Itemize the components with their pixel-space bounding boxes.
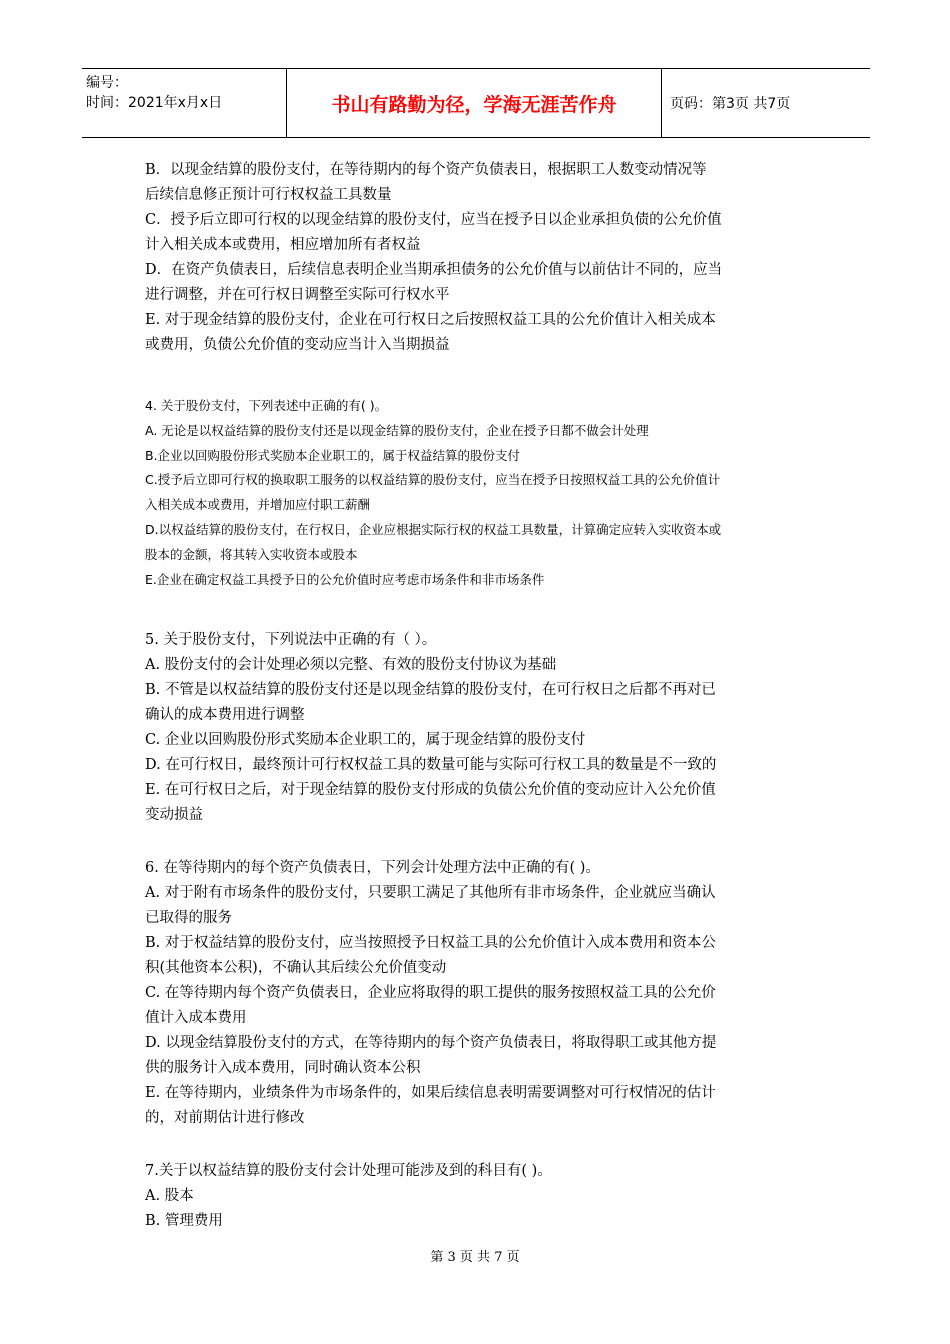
text-line: 变动损益	[145, 807, 203, 824]
text-line: B. 管理费用	[145, 1213, 223, 1230]
question-stem: 5. 关于股份支付，下列说法中正确的有（ ）。	[145, 632, 437, 649]
question-stem: 7.关于以权益结算的股份支付会计处理可能涉及到的科目有( )。	[145, 1163, 552, 1180]
text-line: 的，对前期估计进行修改	[145, 1110, 305, 1127]
document-time-label: 时间：2021年x月x日	[86, 95, 223, 111]
text-line: 计入相关成本或费用，相应增加所有者权益	[145, 237, 421, 253]
text-line: 后续信息修正预计可行权权益工具数量	[145, 187, 392, 203]
text-line: 供的服务计入成本费用，同时确认资本公积	[145, 1060, 421, 1077]
text-line: B. 不管是以权益结算的股份支付还是以现金结算的股份支付，在可行权日之后都不再对已	[145, 682, 716, 699]
text-line: 入相关成本或费用，并增加应付职工薪酬	[145, 497, 371, 513]
text-line: 或费用，负债公允价值的变动应当计入当期损益	[145, 337, 450, 353]
text-line: E. 在可行权日之后，对于现金结算的股份支付形成的负债公允价值的变动应计入公允价值	[145, 782, 716, 799]
header-page-info: 页码：第3页 共7页	[670, 96, 791, 112]
text-line: D．在资产负债表日，后续信息表明企业当期承担债务的公允价值与以前估计不同的，应当	[145, 262, 723, 278]
text-line: C．授予后立即可行权的以现金结算的股份支付，应当在授予日以企业承担负债的公允价值	[145, 212, 722, 228]
page-footer: 第 3 页 共 7 页	[430, 1250, 520, 1265]
text-line: B．以现金结算的股份支付，在等待期内的每个资产负债表日，根据职工人数变动情况等	[145, 162, 707, 178]
question-stem: 4. 关于股份支付，下列表述中正确的有( )。	[145, 398, 388, 413]
text-line: 积(其他资本公积)，不确认其后续公允价值变动	[145, 960, 447, 977]
text-line: E. 对于现金结算的股份支付，企业在可行权日之后按照权益工具的公允价值计入相关成本	[145, 312, 716, 328]
text-line: B.企业以回购股份形式奖励本企业职工的，属于权益结算的股份支付	[145, 447, 521, 463]
question-4	[145, 394, 810, 592]
header-slogan: 书山有路勤为径，学海无涯苦作舟	[287, 69, 662, 137]
text-line: 值计入成本费用	[145, 1010, 247, 1027]
text-line: 已取得的服务	[145, 910, 232, 927]
text-line: E. 在等待期内，业绩条件为市场条件的，如果后续信息表明需要调整对可行权情况的估计	[145, 1085, 716, 1102]
text-line: E.企业在确定权益工具授予日的公允价值时应考虑市场条件和非市场条件	[145, 571, 545, 587]
page-header	[82, 68, 870, 138]
text-line: 确认的成本费用进行调整	[145, 707, 305, 724]
question-stem: 6. 在等待期内的每个资产负债表日，下列会计处理方法中正确的有( )。	[145, 860, 600, 877]
question-5	[145, 628, 810, 828]
text-line: 股本的金额，将其转入实收资本或股本	[145, 546, 358, 562]
question-3-options	[145, 158, 810, 358]
text-line: B. 对于权益结算的股份支付，应当按照授予日权益工具的公允价值计入成本费用和资本公	[145, 935, 716, 952]
question-6	[145, 856, 810, 1131]
text-line: A. 股本	[145, 1188, 194, 1205]
text-line: C. 企业以回购股份形式奖励本企业职工的，属于现金结算的股份支付	[145, 732, 586, 749]
document-number-label: 编号：	[86, 75, 128, 91]
text-line: C.授予后立即可行权的换取职工服务的以权益结算的股份支付，应当在授予日按照权益工具的公允价值计	[145, 472, 721, 488]
text-line: A. 对于附有市场条件的股份支付，只要职工满足了其他所有非市场条件，企业就应当确认	[145, 885, 716, 902]
page-content	[145, 158, 810, 1234]
text-line: A. 股份支付的会计处理必须以完整、有效的股份支付协议为基础	[145, 657, 557, 674]
text-line: 进行调整，并在可行权日调整至实际可行权水平	[145, 287, 450, 303]
header-meta	[82, 69, 287, 137]
question-7	[145, 1159, 810, 1234]
text-line: D. 在可行权日，最终预计可行权权益工具的数量可能与实际可行权工具的数量是不一致的	[145, 757, 717, 774]
text-line: A. 无论是以权益结算的股份支付还是以现金结算的股份支付，企业在授予日都不做会计处理	[145, 422, 649, 438]
text-line: D.以权益结算的股份支付，在行权日，企业应根据实际行权的权益工具数量，计算确定应转入实收资本或	[145, 521, 722, 537]
text-line: D. 以现金结算股份支付的方式，在等待期内的每个资产负债表日，将取得职工或其他方提	[145, 1035, 717, 1052]
text-line: C. 在等待期内每个资产负债表日，企业应将取得的职工提供的服务按照权益工具的公允价	[145, 985, 716, 1002]
